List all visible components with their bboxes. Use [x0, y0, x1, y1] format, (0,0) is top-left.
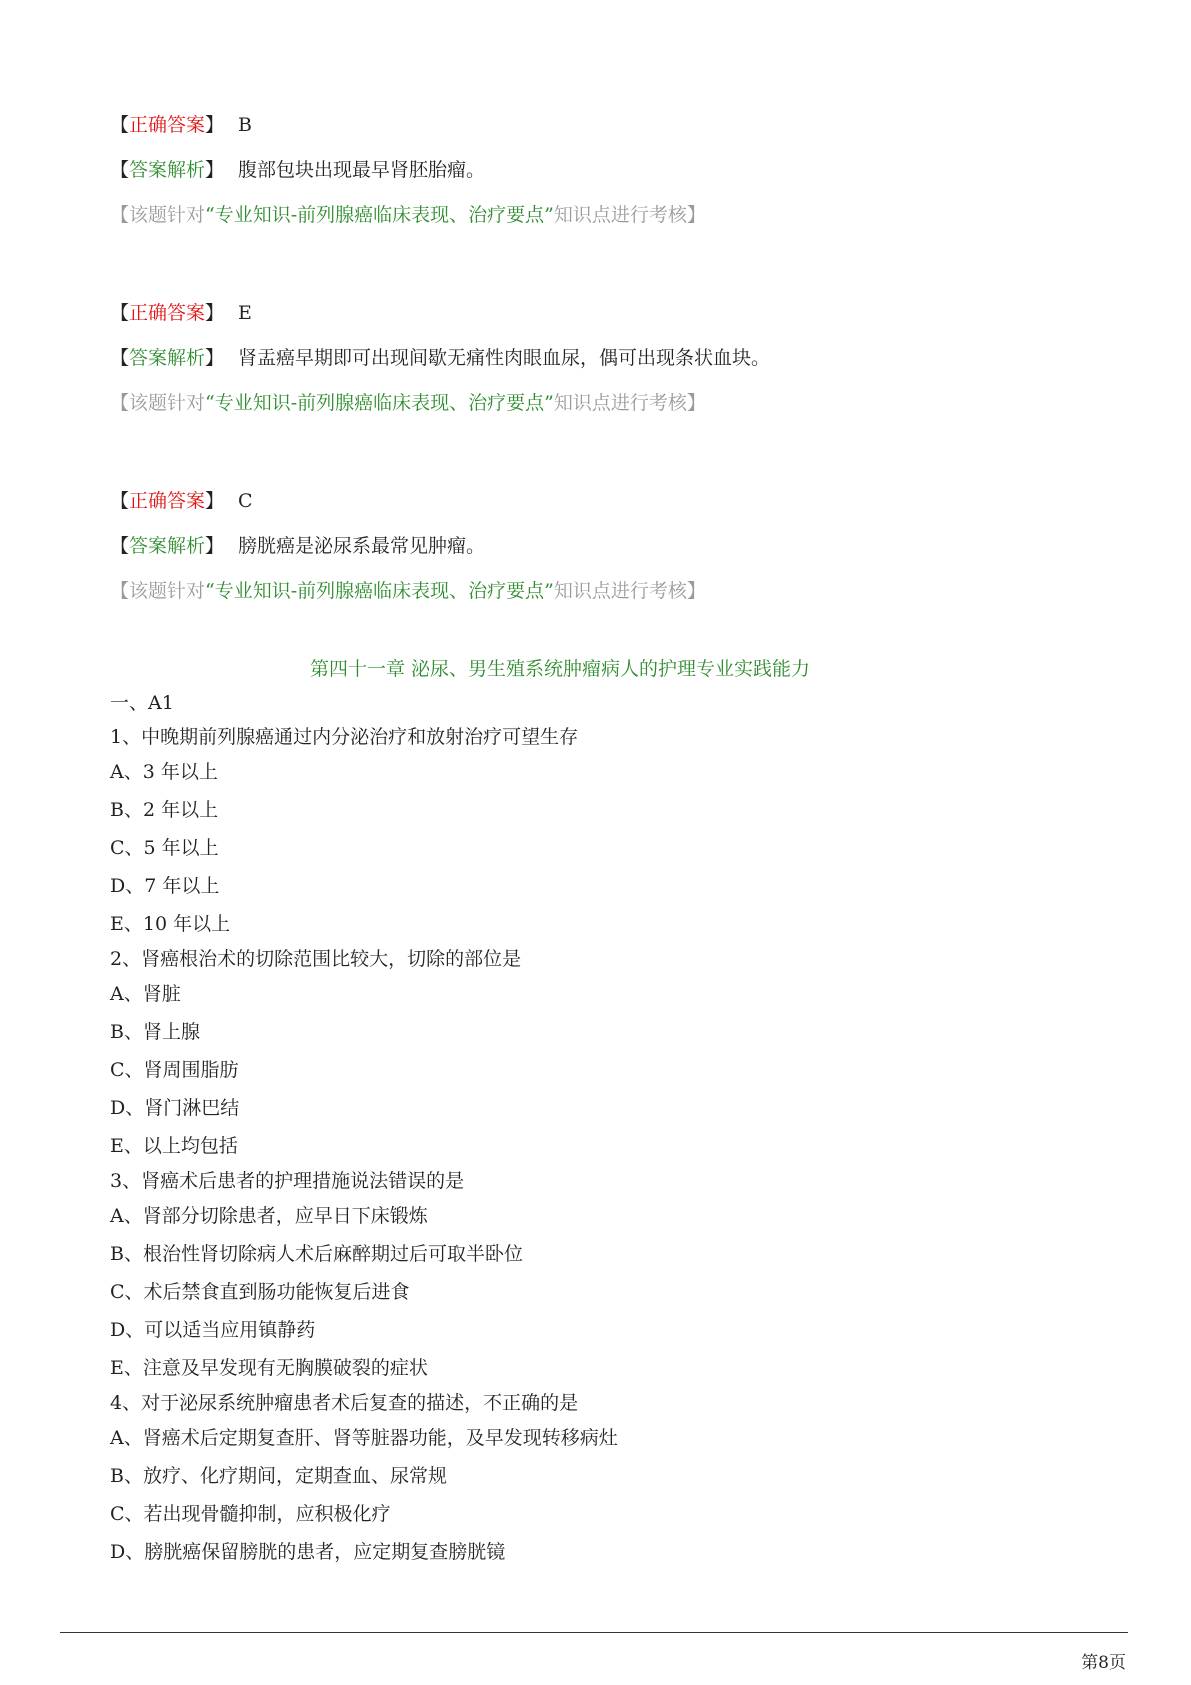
knowledge-point-hint: [110, 202, 1110, 228]
hint-suffix: 知识点进行考核】: [553, 580, 706, 602]
correct-answer-line: 【正确答案】 B: [110, 114, 253, 136]
option-a: A、肾癌术后定期复查肝、肾等脏器功能，及早发现转移病灶: [110, 1427, 618, 1449]
question-stem: 2、肾癌根治术的切除范围比较大，切除的部位是: [110, 948, 522, 970]
option-b: B、2 年以上: [110, 799, 219, 821]
hint-prefix: 【该题针对: [110, 392, 206, 414]
answer-analysis-text: 腹部包块出现最早肾胚胎瘤。: [238, 159, 486, 181]
question-3: [110, 1168, 1110, 1381]
answer-analysis-label: 答案解析: [129, 535, 206, 557]
answer-block-3: [110, 488, 1110, 604]
option-d: D、可以适当应用镇静药: [110, 1319, 316, 1341]
answer-analysis-text: 肾盂癌早期即可出现间歇无痛性肉眼血尿，偶可出现条状血块。: [238, 347, 771, 369]
hint-prefix: 【该题针对: [110, 580, 206, 602]
question-1: [110, 724, 1110, 937]
question-stem: 4、对于泌尿系统肿瘤患者术后复查的描述，不正确的是: [110, 1392, 579, 1414]
correct-answer-value: C: [238, 490, 253, 512]
correct-answer-line: 【正确答案】 C: [110, 490, 253, 512]
answer-block-2: [110, 300, 1110, 416]
option-e: E、10 年以上: [110, 913, 231, 935]
option-c: C、若出现骨髓抑制，应积极化疗: [110, 1503, 391, 1525]
page-content: [110, 112, 1110, 1577]
question-4: [110, 1390, 1110, 1565]
option-c: C、术后禁食直到肠功能恢复后进食: [110, 1281, 410, 1303]
answer-analysis-line: 【答案解析】 肾盂癌早期即可出现间歇无痛性肉眼血尿，偶可出现条状血块。: [110, 347, 771, 369]
question-stem: 1、中晚期前列腺癌通过内分泌治疗和放射治疗可望生存: [110, 726, 579, 748]
chapter-title: 第四十一章 泌尿、男生殖系统肿瘤病人的护理专业实践能力: [309, 658, 811, 680]
answer-analysis-label: 答案解析: [129, 159, 206, 181]
hint-topic: “专业知识-前列腺癌临床表现、治疗要点”: [205, 580, 554, 602]
correct-answer-line: 【正确答案】 E: [110, 302, 252, 324]
option-e: E、注意及早发现有无胸膜破裂的症状: [110, 1357, 428, 1379]
knowledge-point-hint: [110, 390, 1110, 416]
hint-suffix: 知识点进行考核】: [553, 392, 706, 414]
knowledge-point-hint: [110, 578, 1110, 604]
correct-answer-label: 正确答案: [129, 490, 206, 512]
option-b: B、根治性肾切除病人术后麻醉期过后可取半卧位: [110, 1243, 523, 1265]
answer-analysis-label: 答案解析: [129, 347, 206, 369]
hint-topic: “专业知识-前列腺癌临床表现、治疗要点”: [205, 204, 554, 226]
page-number: 第8页: [1081, 1653, 1126, 1673]
correct-answer-value: E: [238, 302, 252, 324]
hint-topic: “专业知识-前列腺癌临床表现、治疗要点”: [205, 392, 554, 414]
hint-prefix: 【该题针对: [110, 204, 206, 226]
option-e: E、以上均包括: [110, 1135, 238, 1157]
answer-block-1: [110, 112, 1110, 228]
option-d: D、肾门淋巴结: [110, 1097, 240, 1119]
option-a: A、肾脏: [110, 983, 181, 1005]
answer-analysis-line: 【答案解析】 膀胱癌是泌尿系最常见肿瘤。: [110, 535, 486, 557]
option-d: D、7 年以上: [110, 875, 220, 897]
option-c: C、肾周围脂肪: [110, 1059, 239, 1081]
answer-analysis-text: 膀胱癌是泌尿系最常见肿瘤。: [238, 535, 486, 557]
answer-analysis-line: 【答案解析】 腹部包块出现最早肾胚胎瘤。: [110, 159, 486, 181]
section-heading: 一、A1: [110, 692, 174, 714]
option-b: B、放疗、化疗期间，定期查血、尿常规: [110, 1465, 447, 1487]
question-2: [110, 946, 1110, 1159]
correct-answer-label: 正确答案: [129, 302, 206, 324]
option-d: D、膀胱癌保留膀胱的患者，应定期复查膀胱镜: [110, 1541, 506, 1563]
option-b: B、肾上腺: [110, 1021, 200, 1043]
correct-answer-label: 正确答案: [129, 114, 206, 136]
option-a: A、3 年以上: [110, 761, 218, 783]
hint-suffix: 知识点进行考核】: [553, 204, 706, 226]
footer-divider: [60, 1632, 1128, 1633]
option-c: C、5 年以上: [110, 837, 219, 859]
question-stem: 3、肾癌术后患者的护理措施说法错误的是: [110, 1170, 465, 1192]
correct-answer-value: B: [238, 114, 253, 136]
option-a: A、肾部分切除患者，应早日下床锻炼: [110, 1205, 428, 1227]
